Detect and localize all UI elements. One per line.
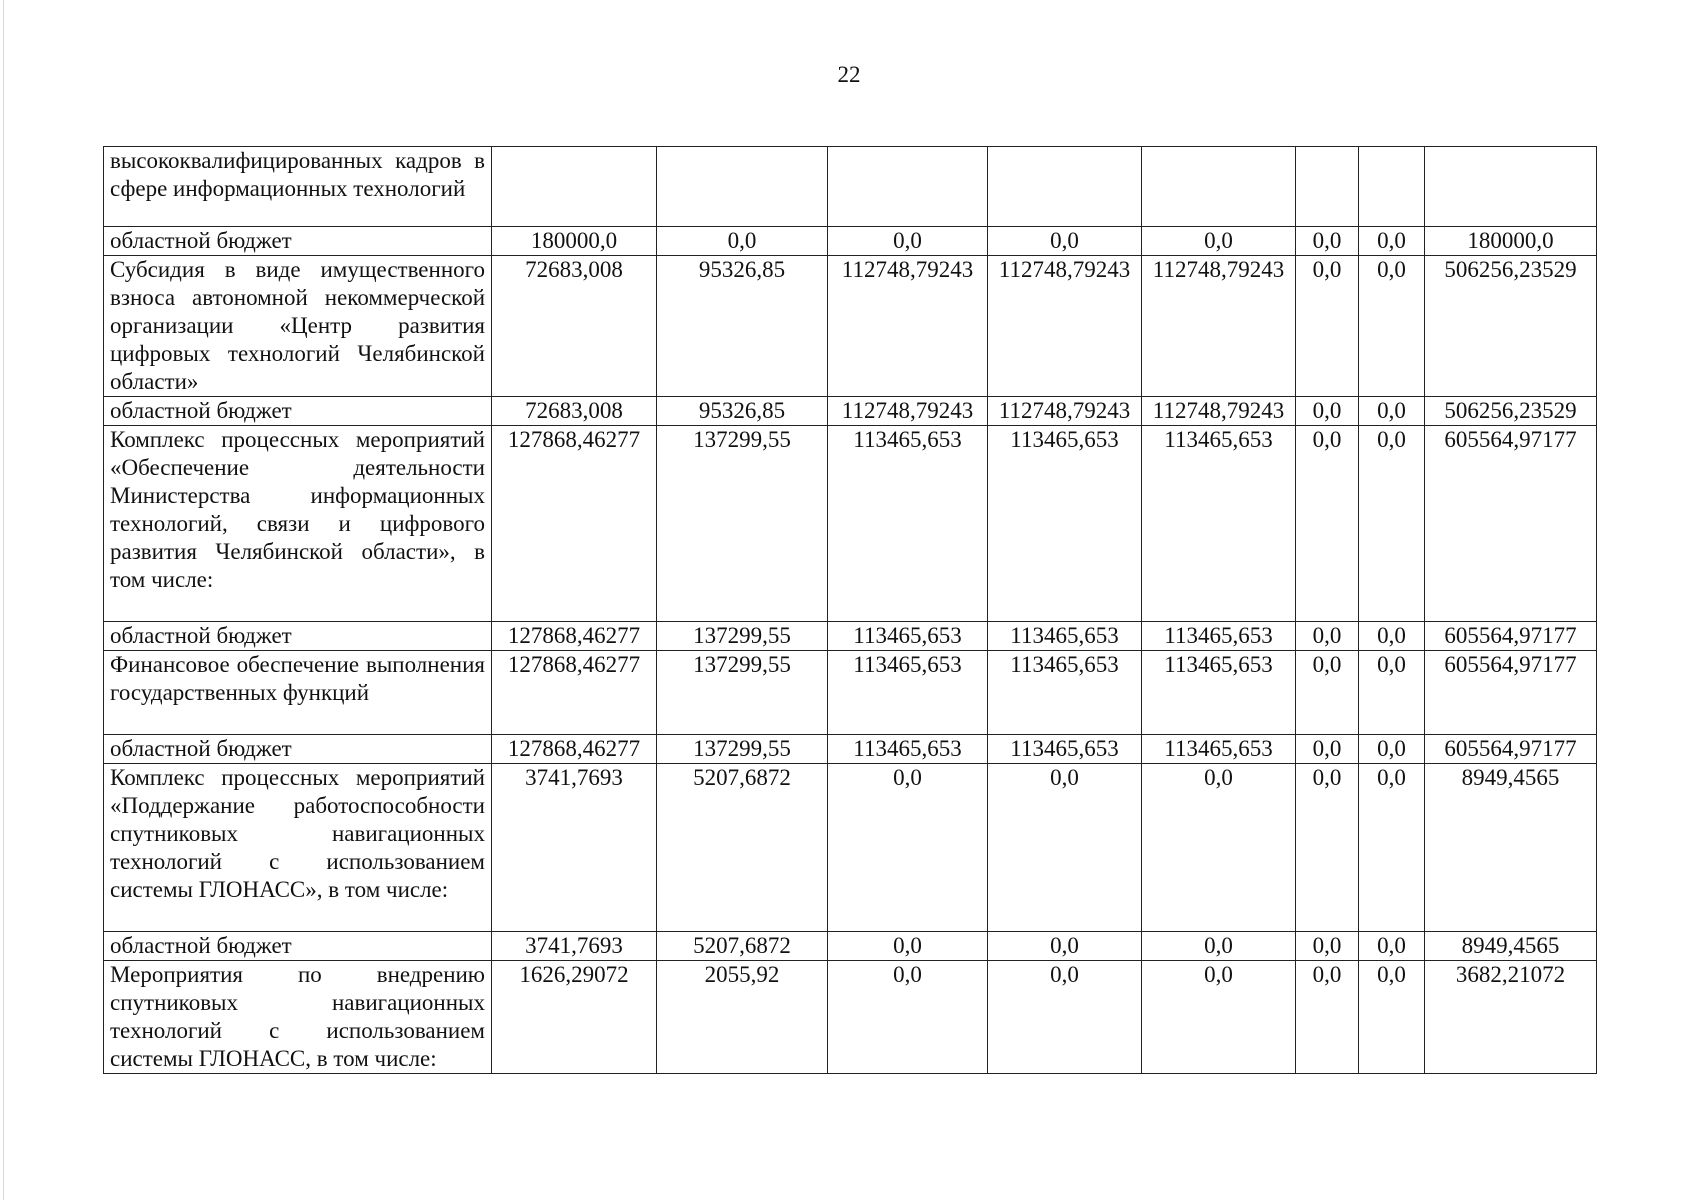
- table-row: [104, 651, 1597, 735]
- row-label-budget-source: областной бюджет: [104, 622, 492, 651]
- value-cell: 0,0: [1359, 932, 1425, 961]
- row-label-budget-source: областной бюджет: [104, 735, 492, 764]
- row-label-budget-source: областной бюджет: [104, 227, 492, 256]
- value-cell: 0,0: [1142, 961, 1296, 1074]
- value-cell: 0,0: [1142, 764, 1296, 932]
- value-cell: 0,0: [828, 961, 988, 1074]
- row-label-activity: Мероприятия по внедрению спутниковых навигационных технологий с использованием системы ГЛОНАСС, в том числе:: [104, 961, 492, 1074]
- value-cell: 0,0: [1296, 932, 1359, 961]
- table-row: [104, 622, 1597, 651]
- value-cell: 0,0: [988, 932, 1142, 961]
- table-row: [104, 735, 1597, 764]
- row-label-activity: высококвалифицированных кадров в сфере информационных технологий: [104, 147, 492, 227]
- value-cell: 113465,653: [1142, 651, 1296, 735]
- value-cell: 137299,55: [657, 651, 828, 735]
- value-cell: 112748,79243: [828, 256, 988, 397]
- value-cell: 127868,46277: [492, 651, 657, 735]
- value-cell: 0,0: [1296, 735, 1359, 764]
- value-cell: 113465,653: [828, 651, 988, 735]
- value-cell: 137299,55: [657, 426, 828, 622]
- value-cell: 112748,79243: [988, 256, 1142, 397]
- value-cell: 0,0: [1359, 397, 1425, 426]
- value-cell: 95326,85: [657, 256, 828, 397]
- table-row: [104, 932, 1597, 961]
- value-cell: [828, 147, 988, 227]
- table-row: [104, 256, 1597, 397]
- value-cell: 95326,85: [657, 397, 828, 426]
- value-cell: 113465,653: [828, 622, 988, 651]
- value-cell: 113465,653: [988, 426, 1142, 622]
- table-row: [104, 961, 1597, 1074]
- value-cell: 0,0: [988, 764, 1142, 932]
- value-cell: 112748,79243: [828, 397, 988, 426]
- value-cell: 0,0: [1359, 256, 1425, 397]
- page-number: 22: [837, 62, 861, 87]
- value-cell: 8949,4565: [1425, 764, 1597, 932]
- value-cell: 0,0: [828, 227, 988, 256]
- value-cell: [1425, 147, 1597, 227]
- value-cell: 0,0: [988, 227, 1142, 256]
- value-cell: 8949,4565: [1425, 932, 1597, 961]
- value-cell: 0,0: [1359, 735, 1425, 764]
- table-row: [104, 764, 1597, 932]
- table-row: [104, 147, 1597, 227]
- row-label-budget-source: областной бюджет: [104, 932, 492, 961]
- row-label-activity: Финансовое обеспечение выполнения государственных функций: [104, 651, 492, 735]
- value-cell: 0,0: [1296, 426, 1359, 622]
- value-cell: 113465,653: [988, 735, 1142, 764]
- row-label-activity: Комплекс процессных мероприятий «Обеспечение деятельности Министерства информационных технологий, связи и цифрового развития Челябинской области», в том числе:: [104, 426, 492, 622]
- value-cell: 506256,23529: [1425, 397, 1597, 426]
- value-cell: [1142, 147, 1296, 227]
- value-cell: 0,0: [1296, 764, 1359, 932]
- value-cell: 0,0: [1296, 622, 1359, 651]
- row-label-activity: Субсидия в виде имущественного взноса автономной некоммерческой организации «Центр развития цифровых технологий Челябинской области»: [104, 256, 492, 397]
- value-cell: [492, 147, 657, 227]
- value-cell: 180000,0: [492, 227, 657, 256]
- value-cell: 0,0: [828, 764, 988, 932]
- value-cell: 605564,97177: [1425, 426, 1597, 622]
- value-cell: 5207,6872: [657, 764, 828, 932]
- value-cell: 0,0: [828, 932, 988, 961]
- value-cell: 112748,79243: [1142, 256, 1296, 397]
- value-cell: 605564,97177: [1425, 622, 1597, 651]
- value-cell: 0,0: [988, 961, 1142, 1074]
- value-cell: 127868,46277: [492, 735, 657, 764]
- value-cell: 506256,23529: [1425, 256, 1597, 397]
- value-cell: 2055,92: [657, 961, 828, 1074]
- value-cell: 605564,97177: [1425, 735, 1597, 764]
- value-cell: 113465,653: [988, 651, 1142, 735]
- row-label-budget-source: областной бюджет: [104, 397, 492, 426]
- value-cell: [1296, 147, 1359, 227]
- value-cell: 113465,653: [828, 735, 988, 764]
- value-cell: [988, 147, 1142, 227]
- value-cell: 0,0: [1359, 227, 1425, 256]
- table-row: [104, 426, 1597, 622]
- value-cell: 0,0: [1296, 961, 1359, 1074]
- value-cell: 1626,29072: [492, 961, 657, 1074]
- value-cell: 137299,55: [657, 735, 828, 764]
- table-row: [104, 227, 1597, 256]
- value-cell: 0,0: [1359, 764, 1425, 932]
- value-cell: 180000,0: [1425, 227, 1597, 256]
- page-edge-line: [3, 0, 4, 1200]
- value-cell: 0,0: [1296, 256, 1359, 397]
- value-cell: 112748,79243: [988, 397, 1142, 426]
- value-cell: 113465,653: [828, 426, 988, 622]
- value-cell: 72683,008: [492, 256, 657, 397]
- value-cell: 0,0: [1296, 227, 1359, 256]
- value-cell: [1359, 147, 1425, 227]
- value-cell: 0,0: [1296, 397, 1359, 426]
- table-row: [104, 397, 1597, 426]
- value-cell: 127868,46277: [492, 426, 657, 622]
- value-cell: 0,0: [1359, 426, 1425, 622]
- value-cell: 72683,008: [492, 397, 657, 426]
- value-cell: 3741,7693: [492, 932, 657, 961]
- value-cell: 0,0: [1296, 651, 1359, 735]
- value-cell: 112748,79243: [1142, 397, 1296, 426]
- value-cell: 605564,97177: [1425, 651, 1597, 735]
- value-cell: 3682,21072: [1425, 961, 1597, 1074]
- row-label-activity: Комплекс процессных мероприятий «Поддержание работоспособности спутниковых навигационных технологий с использованием системы ГЛОНАСС», в том числе:: [104, 764, 492, 932]
- value-cell: 0,0: [1359, 961, 1425, 1074]
- value-cell: 0,0: [1359, 651, 1425, 735]
- value-cell: 137299,55: [657, 622, 828, 651]
- value-cell: 0,0: [1142, 932, 1296, 961]
- value-cell: [657, 147, 828, 227]
- budget-table: [103, 146, 1597, 1074]
- value-cell: 5207,6872: [657, 932, 828, 961]
- value-cell: 113465,653: [1142, 426, 1296, 622]
- value-cell: 0,0: [657, 227, 828, 256]
- value-cell: 0,0: [1142, 227, 1296, 256]
- value-cell: 113465,653: [988, 622, 1142, 651]
- value-cell: 127868,46277: [492, 622, 657, 651]
- value-cell: 0,0: [1359, 622, 1425, 651]
- value-cell: 3741,7693: [492, 764, 657, 932]
- value-cell: 113465,653: [1142, 622, 1296, 651]
- value-cell: 113465,653: [1142, 735, 1296, 764]
